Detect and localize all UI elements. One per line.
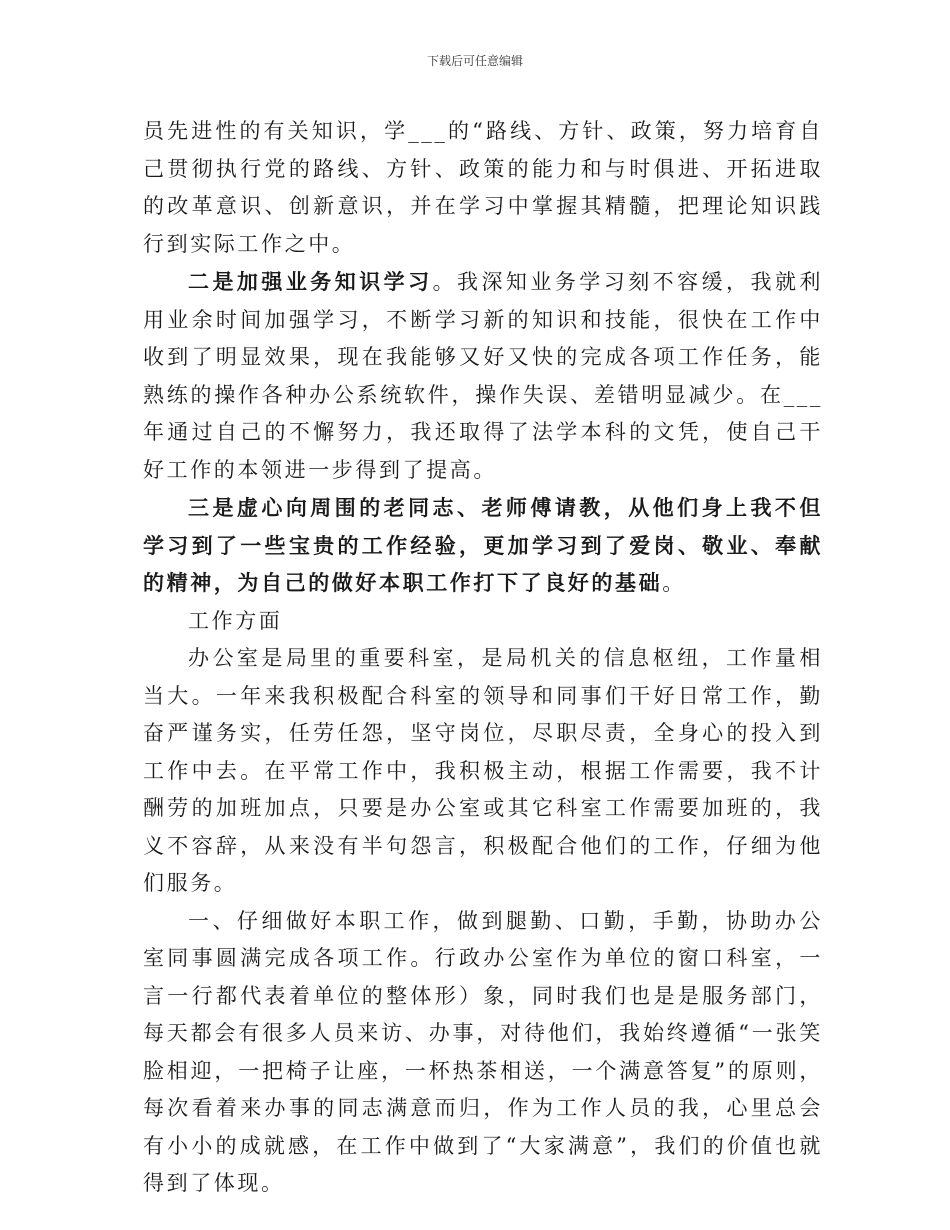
paragraph-business-study — [143, 263, 823, 489]
paragraph-text: 。我深知业务学习刻不容缓，我就利用业余时间加强学习，不断学习新的知识和技能，很快在工作中收到了明显效果，现在我能够又好又快的完成各项工作任务，能熟练的操作各种办公系统软件，操作失误、差错明显减少。在___年通过自己的不懈努力，我还取得了法学本科的文凭，使自己干好工作的本领进一步得到了提高。 — [143, 270, 823, 482]
paragraph-duties — [143, 903, 823, 1203]
paragraph-party-study — [143, 113, 823, 263]
paragraph-text: 。 — [662, 571, 686, 595]
page-header: 下载后可任意编辑 — [426, 54, 523, 68]
paragraph-text: 员先进性的有关知识，学___的“路线、方针、政策，努力培育自己贯彻执行党的路线、方针、政策的能力和与时俱进、开拓进取的改革意识、创新意识，并在学习中掌握其精髓，把理论知识践行到实际工作之中。 — [143, 119, 823, 256]
section-heading-work: 工作方面 — [188, 608, 283, 633]
paragraph-text: 办公室是局里的重要科室，是局机关的信息枢纽，工作量相当大。一年来我积极配合科室的领导和同事们干好日常工作，勤奋严谨务实，任劳任怨，坚守岗位，尽职尽责，全身心的投入到工作中去。在平常工作中，我积极主动，根据工作需要，我不计酬劳的加班加点，只要是办公室或其它科室工作需要加班的，我义不容辞，从来没有半句怨言，积极配合他们的工作，仔细为他们服务。 — [143, 646, 823, 895]
paragraph-office-role — [143, 640, 823, 903]
paragraph-lead: 三是虚心向周围的老同志、老师傅请教，从他们身上我不但学习到了一些宝贵的工作经验，更加学习到了爱岗、敬业、奉献的精神，为自己的做好本职工作打下了良好的基础 — [143, 495, 823, 595]
paragraph-text: 一、仔细做好本职工作，做到腿勤、口勤，手勤，协助办公室同事圆满完成各项工作。行政办公室作为单位的窗口科室，一言一行都代表着单位的整体形）象，同时我们也是是服务部门，每天都会有很多人员来访、办事，对待他们，我始终遵循“一张笑脸相迎，一把椅子让座，一杯热茶相送，一个满意答复”的原则，每次看着来办事的同志满意而归，作为工作人员的我，心里总会有小小的成就感，在工作中做到了“大家满意”，我们的价值也就得到了体现。 — [143, 908, 823, 1195]
paragraph-lead: 二是加强业务知识学习 — [188, 269, 433, 294]
paragraph-mentorship — [143, 489, 823, 603]
document-body — [143, 113, 823, 1203]
